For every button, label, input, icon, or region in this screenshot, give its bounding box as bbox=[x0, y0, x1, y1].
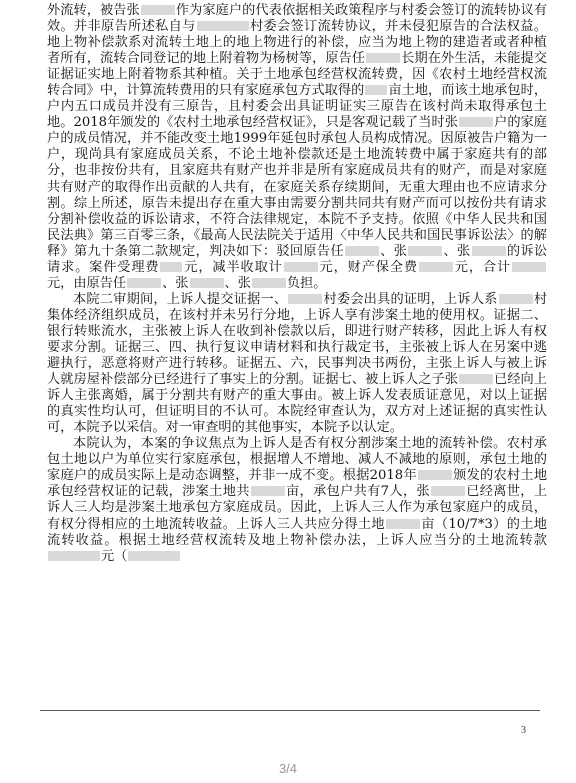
redaction-mark bbox=[128, 551, 180, 561]
paragraph-2: 本院二审期间，上诉人提交证据一、 村委会出具的证明，上诉人系 村集体经济组织成员，在该村并未另行分地，上诉人享有涉案土地的使用权。证据二、银行转账流水，主张被上诉人在收到补偿款以后，即进行财产转移，因此上诉人有权要求分割。证据三、四、执行复议申请材料和执行裁定书，主张被上诉人在另案中逃避执行，恶意将财产进行转移。证据五、六，民事判决书两份，主张上诉人与被上诉人就房屋补偿部分已经进行了事实上的分割。证据七、被上诉人之子张 已经向上诉人主张离婚，属于分割共有财产的重大事由。被上诉人发表质证意见，对以上证据的真实性均认可，但证明目的不认可。本院经审查认为，双方对上述证据的真实性认可，本院予以采信。对一审查明的其他事实，本院予以认定。 bbox=[47, 291, 548, 436]
redaction-mark bbox=[127, 278, 161, 288]
redaction-mark bbox=[472, 246, 506, 256]
redaction-mark bbox=[512, 262, 546, 272]
redaction-mark bbox=[459, 117, 493, 127]
redaction-mark bbox=[459, 374, 493, 384]
redaction-mark bbox=[499, 294, 533, 304]
redaction-mark bbox=[48, 551, 100, 561]
document-body bbox=[47, 3, 547, 565]
redaction-mark bbox=[251, 486, 285, 496]
redaction-mark bbox=[418, 470, 452, 480]
redaction-mark bbox=[288, 294, 322, 304]
redaction-mark bbox=[197, 21, 249, 31]
redaction-mark bbox=[386, 519, 420, 529]
redaction-mark bbox=[419, 262, 453, 272]
redaction-mark bbox=[284, 262, 318, 272]
redaction-mark bbox=[408, 246, 442, 256]
redaction-mark bbox=[160, 262, 182, 272]
page-number: 3 bbox=[521, 725, 526, 736]
redaction-mark bbox=[252, 278, 286, 288]
redaction-mark bbox=[190, 278, 224, 288]
redaction-mark bbox=[366, 53, 400, 63]
redaction-mark bbox=[365, 85, 387, 95]
page-indicator: 3/4 bbox=[278, 761, 298, 776]
paragraph-3: 本院认为，本案的争议焦点为上诉人是否有权分割涉案土地的流转补偿。农村承包土地以户为单位实行家庭承包，根据增人不增地、减人不减地的原则，承包土地的家庭户的成员实际上是动态调整，并非一成不变。根据2018年 颁发的农村土地承包经营权证的记载，涉案土地共 亩，承包户共有7人，张 已经离世，上诉人三人均是涉案土地承包方家庭成员。因此，上诉人三人作为承包家庭户的成员，有权分得相应的土地流转收益。上诉人三人共应分得土地 亩（10/7*3）的土地流转收益。根据土地经营权流转及地上物补偿办法，上诉人应当分的土地流转款元（ bbox=[47, 436, 548, 564]
redaction-mark bbox=[345, 246, 379, 256]
scan-line bbox=[40, 710, 540, 711]
redaction-mark bbox=[431, 486, 465, 496]
redaction-mark bbox=[141, 5, 175, 15]
paragraph-1: 外流转，被告张 作为家庭户的代表依据相关政策程序与村委会签订的流转协议有效。并非原告所述私自与 村委会签订流转协议，并未侵犯原告的合法权益。地上物补偿款系对流转土地上的地上物进行的补偿，应当为地上物的建造者或者种植者所有，流转合同登记的地上附着物为杨树等，原告任 长期在外生活，未能提交证据证实地上附着物系其种植。关于土地承包经营权流转费，因《农村土地经营权流转合同》中，计算流转费用的只有家庭承包方式取得的 亩土地，而该土地承包时，户内五口成员并没有三原告，且村委会出具证明证实三原告在该村尚未取得承包土地。2018年颁发的《农村土地承包经营权证》，只是客观记载了当时张 户的家庭户的成员情况，并不能改变土地1999年延包时承包人员构成情况。因原被告户籍为一户，现尚具有家庭成员关系，不论土地补偿款还是土地流转费中属于家庭共有的部分，也非按份共有，且家庭共有财产也并非是所有家庭成员共有的财产，而是对家庭共有财产的取得作出贡献的人共有，在家庭关系存续期间，无重大理由也不应请求分割。综上所述，原告未提出存在重大事由需要分割共同共有财产而可以按份共有请求分割补偿收益的诉讼请求，不符合法律规定，本院不予支持。依照《中华人民共和国民法典》第三百零三条，《最高人民法院关于适用〈中华人民共和国民事诉讼法〉的解释》第九十条第二款规定，判决如下：驳回原告任 、张 、张 的诉讼请求。案件受理费 元，减半收取计 元，财产保全费 元，合计元，由原告任 、张 、张 负担。 bbox=[47, 3, 548, 291]
